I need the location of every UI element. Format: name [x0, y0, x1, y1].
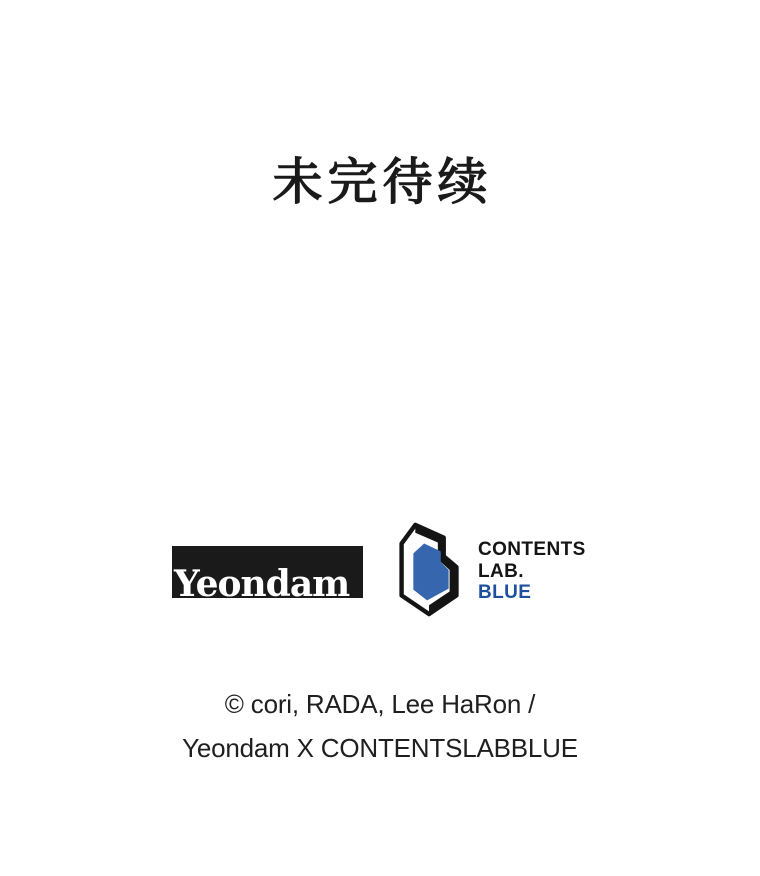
to-be-continued-title: 未完待续	[272, 152, 493, 211]
clb-wordmark-line-blue: BLUE	[478, 582, 532, 603]
credits-line-1: © cori, RADA, Lee HaRon /	[224, 689, 536, 719]
clb-wordmark-line-lab: LAB.	[478, 560, 524, 582]
contents-lab-blue-b-icon	[395, 521, 465, 618]
contents-lab-blue-wordmark	[478, 539, 586, 604]
yeondam-logo	[172, 546, 363, 605]
credits-line-2: Yeondam X CONTENTSLABBLUE	[182, 733, 578, 763]
clb-wordmark-line-contents: CONTENTS	[478, 539, 586, 560]
copyright-credits	[0, 682, 760, 770]
yeondam-logo-text: Yeondam	[174, 563, 350, 605]
